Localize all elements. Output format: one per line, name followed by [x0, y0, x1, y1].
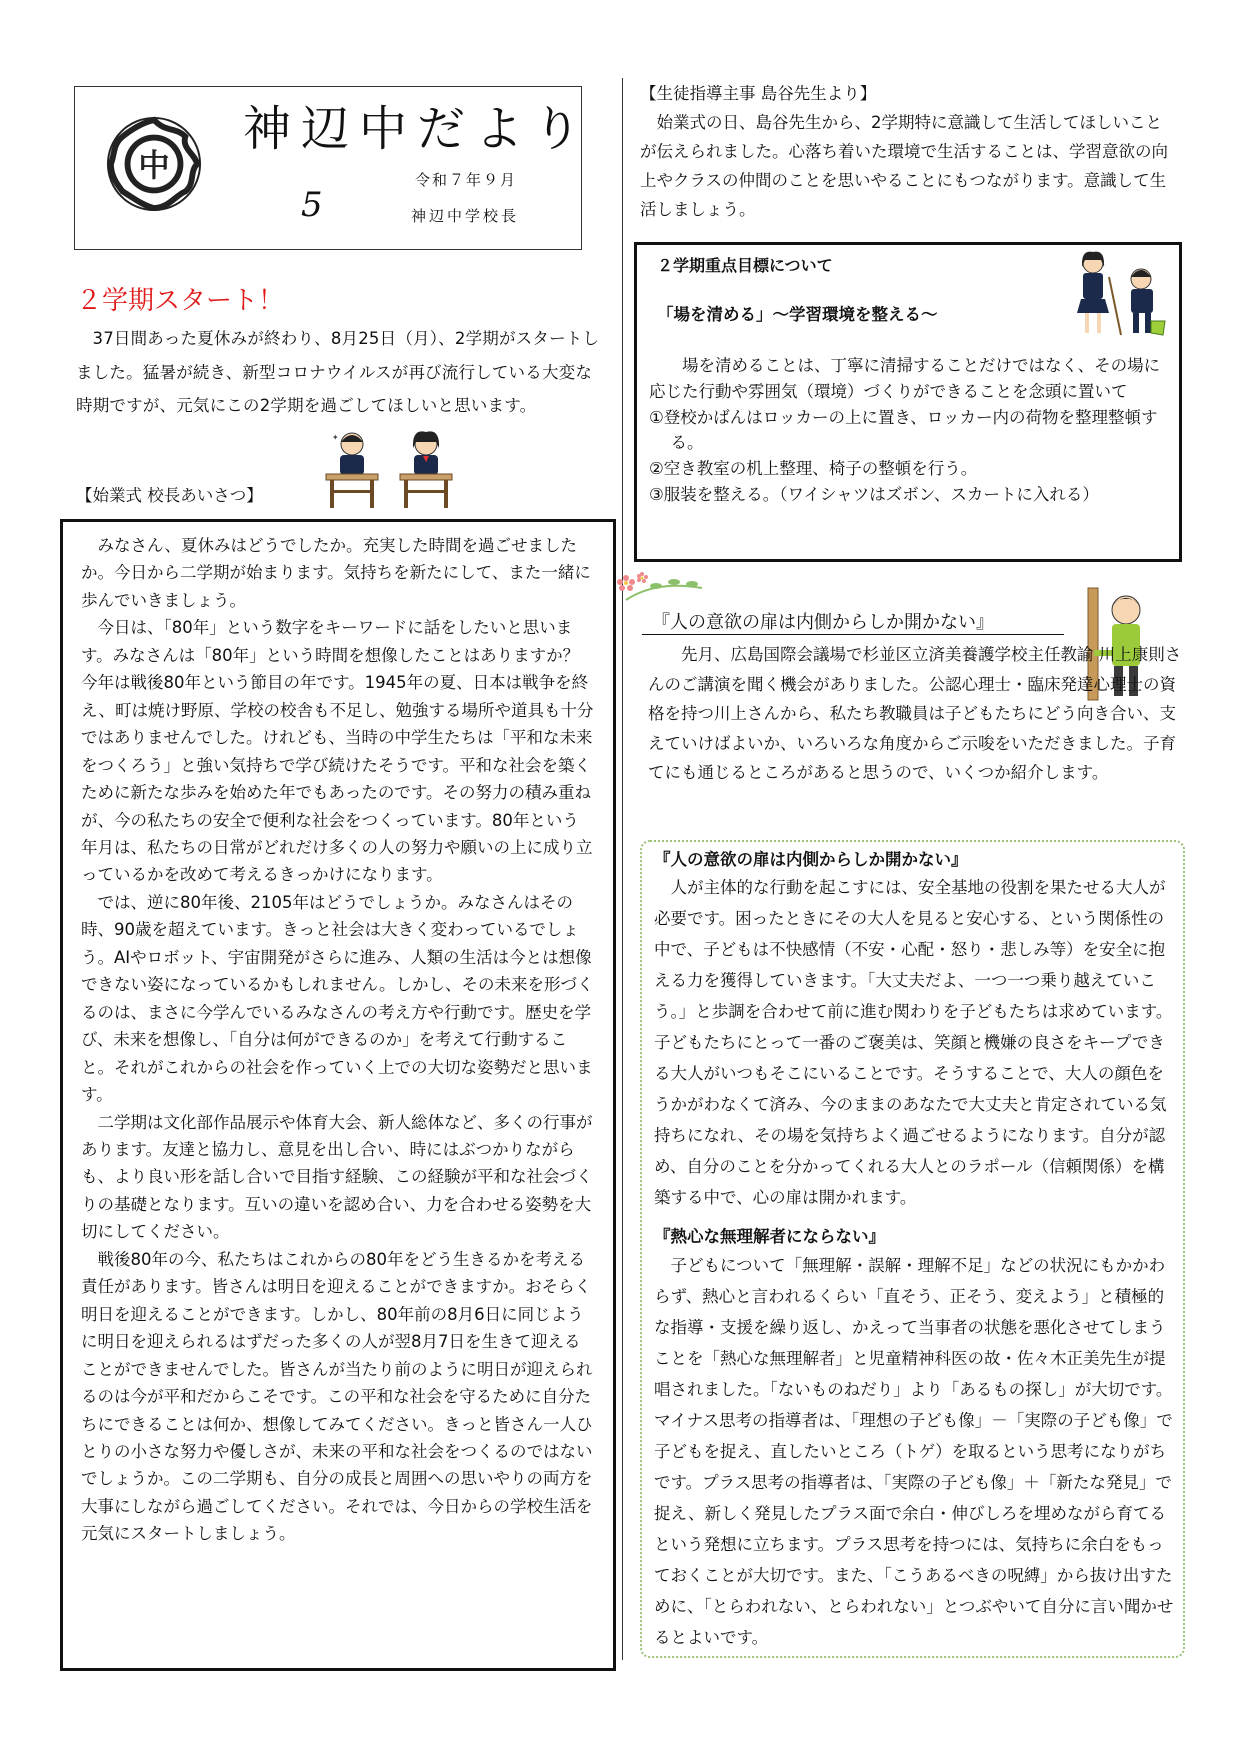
cleaning-students-icon — [1065, 249, 1169, 341]
speech-text — [81, 532, 595, 1548]
article-heading: 『人の意欲の扉は内側からしか開かない』 — [652, 612, 994, 633]
svg-text:✦: ✦ — [332, 433, 339, 442]
principal-speech-box — [60, 519, 616, 1671]
speech-paragraph: 二学期は文化部作品展示や体育大会、新人総体など、多くの行事があります。友達と協力し、意見を出し合い、時にはぶつかりながらも、より良い形を話し合いで目指す経験、この経験が平和な社会づくりの基礎となります。互いの違いを認め合い、力を合わせる姿勢を大切にしてください。 — [81, 1112, 593, 1242]
section-headline: ２学期スタート！ — [76, 286, 285, 316]
students-illustration-icon — [320, 428, 458, 510]
goal-item: ①登校かばんはロッカーの上に置き、ロッカー内の荷物を整理整頓する。 — [649, 407, 1158, 453]
talk-summary-box — [640, 840, 1185, 1658]
publisher: 神辺中学校長 — [411, 207, 520, 225]
section2-heading: 『熱心な無理解者にならない』 — [654, 1227, 885, 1246]
goal-item: ②空き教室の机上整理、椅子の整頓を行う。 — [649, 459, 978, 479]
guidance-paragraph: 始業式の日、島谷先生から、2学期特に意識して生活してほしいことが伝えられました。心落ち着いた環境で生活することは、学習意欲の向上やクラスの仲間のことを思いやることにもつながります。意識して生活しましょう。 — [640, 113, 1168, 219]
section2-body: 子どもについて「無理解・誤解・理解不足」などの状況にもかかわらず、熱心と言われるくらい「直そう、正そう、変えよう」と積極的な指導・支援を繰り返し、かえって当事者の状態を悪化させてしまうことを「熱心な無理解者」と児童精神科医の故・佐々木正美先生が提唱されました。「ないものねだり」より「あるもの探し」が大切です。マイナス思考の指導者は、「理想の子ども像」－「実際の子ども像」で子どもを捉え、直したいところ（トゲ）を取るという思考になりがちです。プラス思考の指導者は、「実際の子ども像」＋「新たな発見」で捉え、新しく発見したプラス面で余白・伸びしろを埋めながら育てるという発想に立ちます。プラス思考を持つには、気持ちに余白をもっておくことが大切です。また、「こうあるべきの呪縛」から抜け出すために、「とらわれない、とらわれない」とつぶやいて自分に言い聞かせるとよいです。 — [654, 1256, 1174, 1647]
goals-theme: 「場を清める」～学習環境を整える～ — [657, 305, 938, 324]
guidance-label: 【生徒指導主事 島谷先生より】 — [640, 84, 877, 103]
column-divider — [622, 78, 623, 1660]
speech-paragraph: 戦後80年の今、私たちはこれからの80年をどう生きるかを考える責任があります。皆さんは明日を迎えることができますか。おそらく明日を迎えることができます。しかし、80年前の8月6日に同じように明日を迎えられるはずだった多くの人が翌8月7日を生きて迎えることができませんでした。皆さんが当たり前のように明日が迎えられるのは今が平和だからこそです。この平和な社会を守るために自分たちにできることは何か、想像してみてください。きっと皆さん一人ひとりの小さな努力や優しさが、未来の平和な社会をつくるのではないでしょうか。この二学期も、自分の成長と周囲への思いやりの両方を大事にしながら過ごしてください。それでは、今日からの学校生活を元気にスタートしましょう。 — [81, 1249, 593, 1544]
term-goals-box — [634, 242, 1182, 562]
goals-list — [649, 405, 1169, 508]
section1-heading: 『人の意欲の扉は内側からしか開かない』 — [654, 850, 968, 869]
goal-item: ③服装を整える。（ワイシャツはズボン、スカートに入れる） — [649, 484, 1099, 504]
crest-char: 中 — [138, 147, 170, 184]
goals-lead: 場を清めることは、丁寧に清掃することだけではなく、その場に応じた行動や雰囲気（環境）づくりができることを念頭に置いて — [649, 356, 1161, 401]
article-intro: 先月、広島国際会議場で杉並区立済美養護学校主任教諭 川上康則さんのご講演を聞く機会がありました。公認心理士・臨床発達心理士の資格を持つ川上さんから、私たち教職員は子どもたちにどう向き合い、支えていけばよいか、いろいろな角度からご示唆をいただきました。子育てにも通じるところがあると思うので、いくつか紹介します。 — [648, 645, 1182, 782]
school-crest-icon — [105, 115, 203, 213]
goals-body — [649, 353, 1169, 508]
intro-paragraph: 37日間あった夏休みが終わり、8月25日（月）、2学期がスタートしました。猛暑が続き、新型コロナウイルスが再び流行している大変な時期ですが、元気にこの2学期を過ごしてほしいと思います。 — [76, 329, 600, 415]
section1-body: 人が主体的な行動を起こすには、安全基地の役割を果たせる大人が必要です。困ったときにその大人を見ると安心する、という関係性の中で、子どもは不快感情（不安・心配・怒り・悲しみ等）を安全に抱える力を獲得していきます。「大丈夫だよ、一つ一つ乗り越えていこう。」と歩調を合わせて前に進む関わりを子どもたちは求めています。子どもたちにとって一番のご褒美は、笑顔と機嫌の良さをキープできる大人がいつもそこにいることです。そうすることで、大人の顔色をうかがわなくて済み、今のままのあなたで大丈夫と肯定されている気持ちになれ、その場を気持ちよく過ごせるようになります。自分が認め、自分のことを分かってくれる大人とのラポール（信頼関係）を構築する中で、心の扉は開かれます。 — [654, 878, 1173, 1207]
speech-paragraph: みなさん、夏休みはどうでしたか。充実した時間を過ごせましたか。今日から二学期が始まります。気持ちを新たにして、また一緒に歩んでいきましょう。 — [81, 536, 591, 610]
speech-paragraph: 今日は、「80年」という数字をキーワードに話をしたいと思います。みなさんは「80年」という時間を想像したことはありますか？今年は戦後80年という節目の年です。1945年の夏、日本は戦争を終え、町は焼け野原、学校の校舎も不足し、勉強する場所や道具も十分ではありませんでした。けれども、当時の中学生たちは「平和な未来をつくろう」と強い気持ちで学び続けたそうです。平和な社会を築くために新たな歩みを始めた年でもあったのです。その努力の積み重ねが、今の私たちの安全で便利な社会をつくっています。80年という年月は、私たちの日常がどれだけ多くの人の努力や願いの上に成り立っているかを改めて考えるきっかけになります。 — [81, 618, 594, 885]
goals-title: ２学期重点目標について — [657, 256, 833, 275]
issue-date: 令和７年９月 — [415, 171, 518, 189]
speech-paragraph: では、逆に80年後、2105年はどうでしょうか。みなさんはその時、90歳を超えています。きっと社会は大きく変わっているでしょう。AIやロボット、宇宙開発がさらに進み、人類の生活は今とは想像できない姿になっているかもしれません。しかし、その未来を形づくるのは、まさに今学んでいるみなさんの考え方や行動です。歴史を学び、未来を想像し、「自分は何ができるのか」を考えて行動すること。それがこれからの社会を作っていく上での大切な姿勢だと思います。 — [81, 892, 594, 1105]
newsletter-title: 神辺中だより — [243, 101, 592, 157]
article-heading-underline — [642, 634, 1064, 635]
ceremony-label: 【始業式 校長あいさつ】 — [76, 486, 263, 505]
issue-number: 5 — [301, 185, 323, 225]
masthead — [74, 86, 592, 250]
